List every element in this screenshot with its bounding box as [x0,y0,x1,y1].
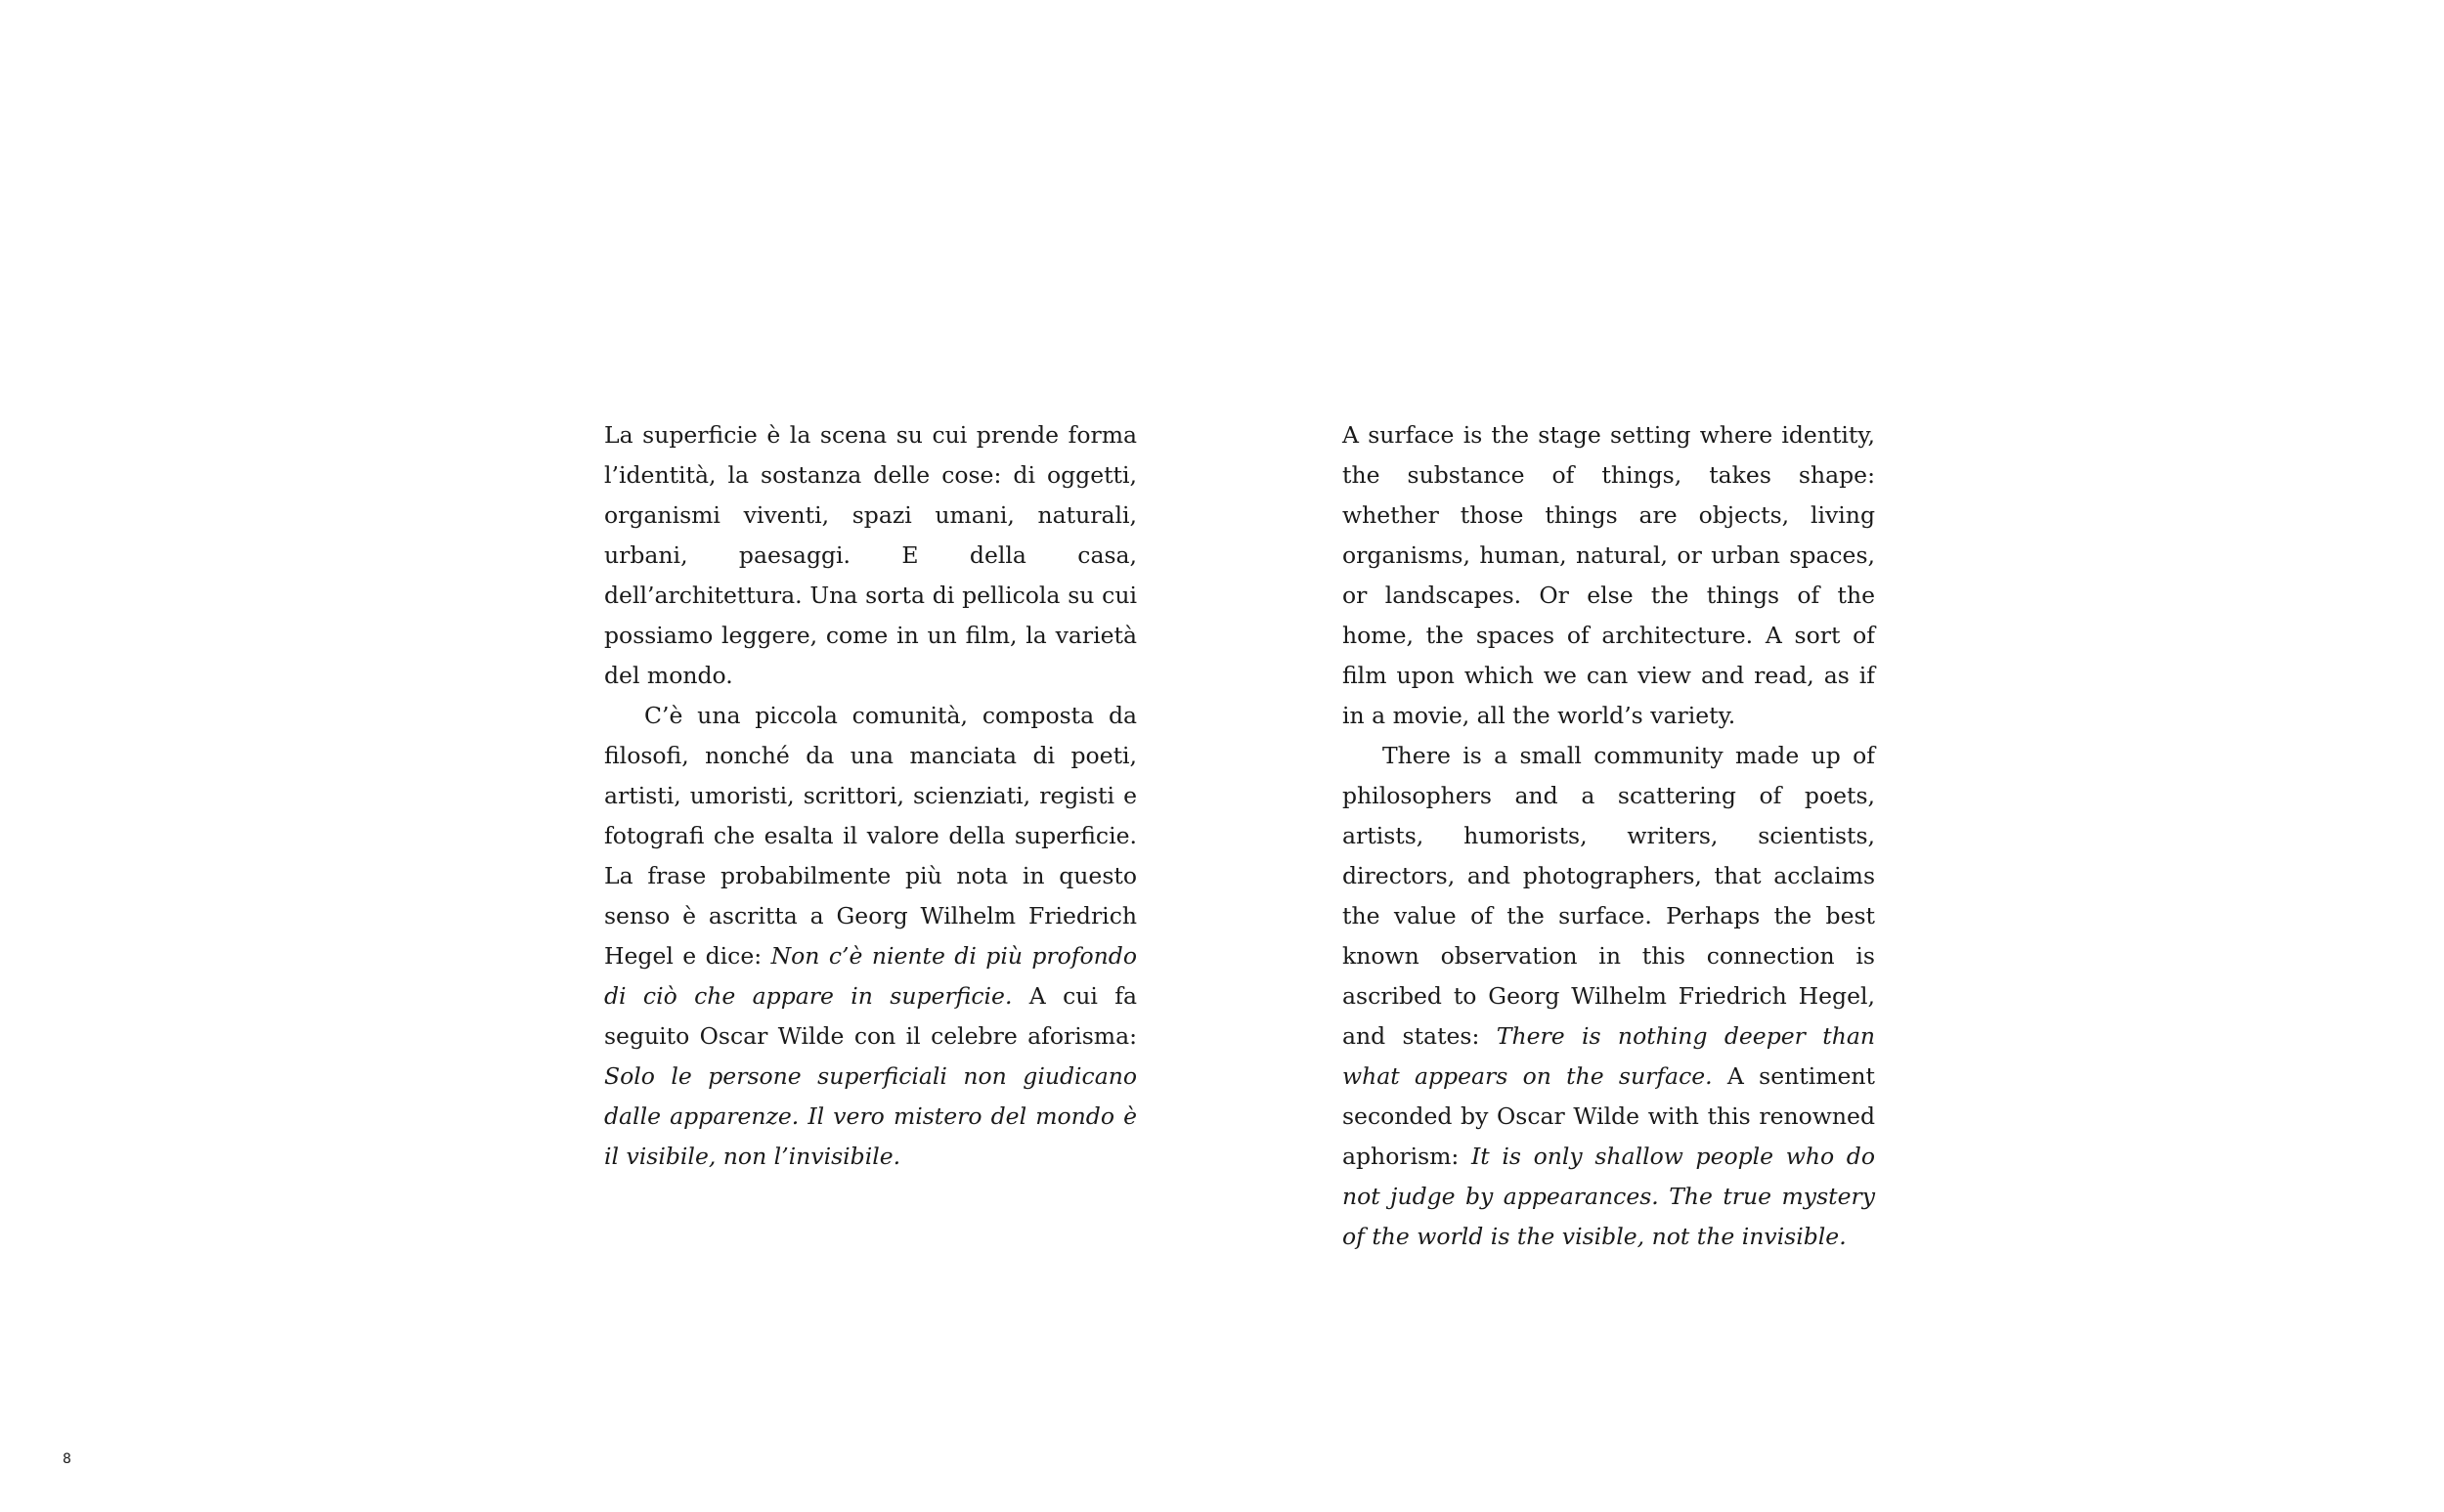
page-number: 8 [63,1451,71,1467]
english-text-column [1342,415,1875,1257]
italian-wilde-quote: Solo le persone superficiali non giudicano dalle apparenze. Il vero mistero del mondo è il visibile, non l’invisibile. [604,1062,1137,1170]
english-paragraph-2 [1342,736,1875,1257]
italian-hegel-quote: Non c’è niente di più profondo di ciò che appare in superficie. [604,942,1137,1010]
italian-paragraph-1 [604,415,1137,696]
italian-text-column [604,415,1137,1177]
english-paragraph-1 [1342,415,1875,736]
english-wilde-quote: It is only shallow people who do not judge by appearances. The true mystery of the world is the visible, not the invisible. [1342,1143,1875,1250]
italian-paragraph-2-text-b: A cui fa seguito Oscar Wilde con il celebre aforisma: [604,982,1138,1050]
english-paragraph-2-text-b: A sentiment seconded by Oscar Wilde with this renowned aphorism: [1342,1062,1875,1170]
english-paragraph-2-text-a: There is a small community made up of philosophers and a scattering of poets, artists, humorists, writers, scientists, directors, and photographers, that acclaims the value of the surface. Perhaps the best known observation in this connection is ascribed to Georg Wilhelm Friedrich Hegel, and states: [1342,742,1875,1050]
italian-paragraph-2 [604,696,1137,1177]
italian-paragraph-2-text-a: C’è una piccola comunità, composta da filosofi, nonché da una manciata di poeti, artisti, umoristi, scrittori, scienziati, registi e fotografi che esalta il valore della superficie. La frase probabilmente più nota in questo senso è ascritta a Georg Wilhelm Friedrich Hegel e dice: [604,702,1137,970]
english-hegel-quote: There is nothing deeper than what appears on the surface. [1342,1022,1875,1090]
english-paragraph-1-text: A surface is the stage setting where identity, the substance of things, takes shape: whether those things are objects, living organisms, human, natural, or urban spaces, or landscapes. Or else the things of the home, the spaces of architecture. A sort of film upon which we can view and read, as if in a movie, all the world’s variety. [1342,421,1875,729]
italian-paragraph-1-text: La superficie è la scena su cui prende forma l’identità, la sostanza delle cose: di oggetti, organismi viventi, spazi umani, naturali, urbani, paesaggi. E della casa, dell’architettura. Una sorta di pellicola su cui possiamo leggere, come in un film, la varietà del mondo. [604,421,1137,689]
